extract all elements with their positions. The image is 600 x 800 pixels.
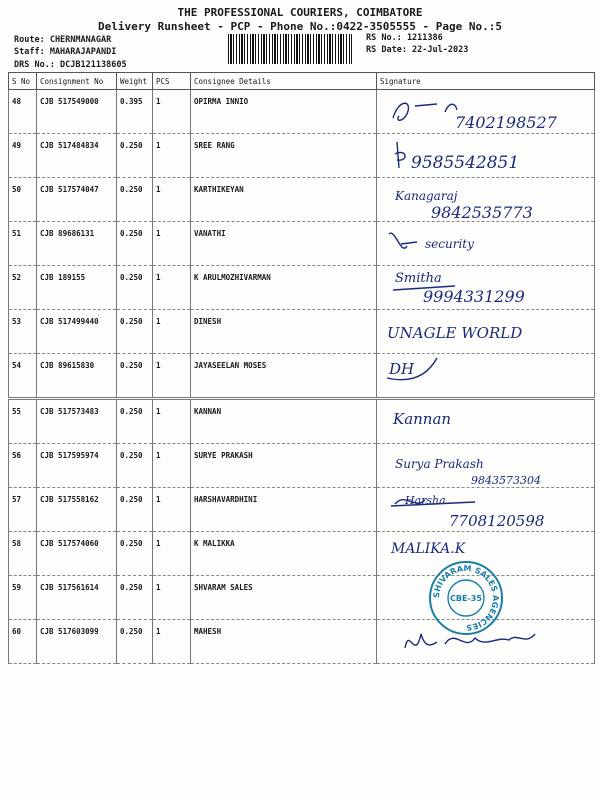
cell-weight: 0.250: [117, 488, 153, 532]
cell-pcs: 1: [153, 399, 191, 444]
cell-weight: 0.250: [117, 134, 153, 178]
cell-consignment: CJB 89686131: [37, 222, 117, 266]
cell-consignee: HARSHAVARDHINI: [191, 488, 377, 532]
cell-consignment: CJB 517574060: [37, 532, 117, 576]
cell-consignment: CJB 189155: [37, 266, 117, 310]
cell-sno: 59: [9, 576, 37, 620]
signature-51-text: security: [425, 237, 474, 251]
signature-54-text: DH: [389, 360, 415, 378]
barcode: [228, 34, 352, 64]
runsheet-subtitle: Delivery Runsheet - PCP - Phone No.:0422-3505555 - Page No.:5: [98, 20, 502, 33]
signature-56: [385, 450, 585, 492]
cell-sno: 53: [9, 310, 37, 354]
cell-pcs: 1: [153, 354, 191, 399]
cell-consignment: CJB 517484834: [37, 134, 117, 178]
cell-consignee: K ARULMOZHIVARMAN: [191, 266, 377, 310]
signature-54: [385, 352, 585, 386]
cell-pcs: 1: [153, 90, 191, 134]
runsheet-title: THE PROFESSIONAL COURIERS, COIMBATORE: [177, 6, 423, 19]
cell-consignee: VANATHI: [191, 222, 377, 266]
col-sno: S No: [9, 73, 37, 90]
cell-weight: 0.250: [117, 354, 153, 399]
cell-weight: 0.250: [117, 399, 153, 444]
col-consignee: Consignee Details: [191, 73, 377, 90]
cell-weight: 0.250: [117, 620, 153, 664]
cell-consignee: DINESH: [191, 310, 377, 354]
cell-weight: 0.250: [117, 266, 153, 310]
signature-56-name: Surya Prakash: [395, 457, 484, 471]
cell-pcs: 1: [153, 488, 191, 532]
signature-49-phone: 9585542851: [411, 153, 520, 173]
table-row: [9, 576, 595, 620]
cell-pcs: 1: [153, 222, 191, 266]
cell-consignee: OPIRMA INNIO: [191, 90, 377, 134]
signature-58: [385, 533, 585, 561]
cell-consignee: K MALIKKA: [191, 532, 377, 576]
cell-sno: 57: [9, 488, 37, 532]
cell-consignment: CJB 89615830: [37, 354, 117, 399]
signature-50-phone: 9842535773: [431, 203, 533, 222]
drs-number: DRS No.: DCJB121138605: [14, 60, 127, 70]
cell-weight: 0.250: [117, 178, 153, 222]
signature-48: [385, 92, 585, 134]
cell-consignment: CJB 517595974: [37, 444, 117, 488]
cell-consignee: KARTHIKEYAN: [191, 178, 377, 222]
signature-55: [385, 402, 585, 432]
signature-50: [385, 180, 585, 224]
col-pcs: PCS: [153, 73, 191, 90]
cell-consignee: JAYASEELAN MOSES: [191, 354, 377, 399]
signature-57-name: Harsha: [405, 494, 446, 507]
cell-consignment: CJB 517603099: [37, 620, 117, 664]
cell-weight: 0.250: [117, 444, 153, 488]
signature-48-phone: 7402198527: [455, 113, 557, 132]
col-consignment: Consignment No: [37, 73, 117, 90]
rs-date: RS Date: 22-Jul-2023: [366, 45, 469, 55]
signature-53: [385, 318, 585, 348]
signature-52: [385, 262, 585, 310]
cell-sno: 51: [9, 222, 37, 266]
cell-consignee: SREE RANG: [191, 134, 377, 178]
cell-sno: 50: [9, 178, 37, 222]
cell-sno: 58: [9, 532, 37, 576]
cell-sno: 60: [9, 620, 37, 664]
cell-sno: 52: [9, 266, 37, 310]
cell-pcs: 1: [153, 178, 191, 222]
cell-consignment: CJB 517558162: [37, 488, 117, 532]
signature-50-name: Kanagaraj: [395, 189, 458, 203]
cell-sno: 48: [9, 90, 37, 134]
cell-consignment: CJB 517574047: [37, 178, 117, 222]
cell-weight: 0.250: [117, 532, 153, 576]
table-header-row: [9, 73, 595, 90]
cell-consignment: CJB 517499440: [37, 310, 117, 354]
staff-label: Staff: MAHARAJAPANDI: [14, 47, 117, 57]
cell-pcs: 1: [153, 310, 191, 354]
cell-consignment: CJB 517573483: [37, 399, 117, 444]
cell-pcs: 1: [153, 576, 191, 620]
cell-consignment: CJB 517549000: [37, 90, 117, 134]
cell-pcs: 1: [153, 532, 191, 576]
cell-weight: 0.250: [117, 222, 153, 266]
cell-weight: 0.250: [117, 576, 153, 620]
col-weight: Weight: [117, 73, 153, 90]
cell-pcs: 1: [153, 620, 191, 664]
signature-49: [385, 138, 585, 180]
stamp-ring-text: SHIVARAM SALES AGENCIES: [431, 563, 501, 633]
cell-sno: 55: [9, 399, 37, 444]
signature-56-phone: 9843573304: [471, 474, 541, 487]
signature-52-phone: 9994331299: [423, 287, 525, 306]
signature-57: [385, 490, 585, 532]
signature-55-text: Kannan: [393, 410, 452, 428]
cell-sno: 49: [9, 134, 37, 178]
stamp-center-text: CBE-35: [450, 594, 482, 603]
signature-52-name: Smitha: [395, 271, 442, 286]
cell-consignee: SURYE PRAKASH: [191, 444, 377, 488]
signature-51: [385, 226, 585, 262]
signature-53-text: UNAGLE WORLD: [387, 324, 523, 342]
rs-number: RS No.: 1211386: [366, 33, 443, 43]
cell-consignee: KANNAN: [191, 399, 377, 444]
col-signature: Signature: [377, 73, 595, 90]
cell-consignee: MAHESH: [191, 620, 377, 664]
signature-58-text: MALIKA.K: [391, 541, 466, 557]
cell-pcs: 1: [153, 266, 191, 310]
cell-consignment: CJB 517561614: [37, 576, 117, 620]
cell-consignee: SHVARAM SALES: [191, 576, 377, 620]
cell-sno: 56: [9, 444, 37, 488]
cell-pcs: 1: [153, 444, 191, 488]
cell-weight: 0.250: [117, 310, 153, 354]
cell-pcs: 1: [153, 134, 191, 178]
route-label: Route: CHERNMANAGAR: [14, 35, 112, 45]
company-stamp: [428, 560, 504, 636]
signature-57-phone: 7708120598: [449, 512, 545, 530]
cell-sno: 54: [9, 354, 37, 399]
cell-weight: 0.395: [117, 90, 153, 134]
